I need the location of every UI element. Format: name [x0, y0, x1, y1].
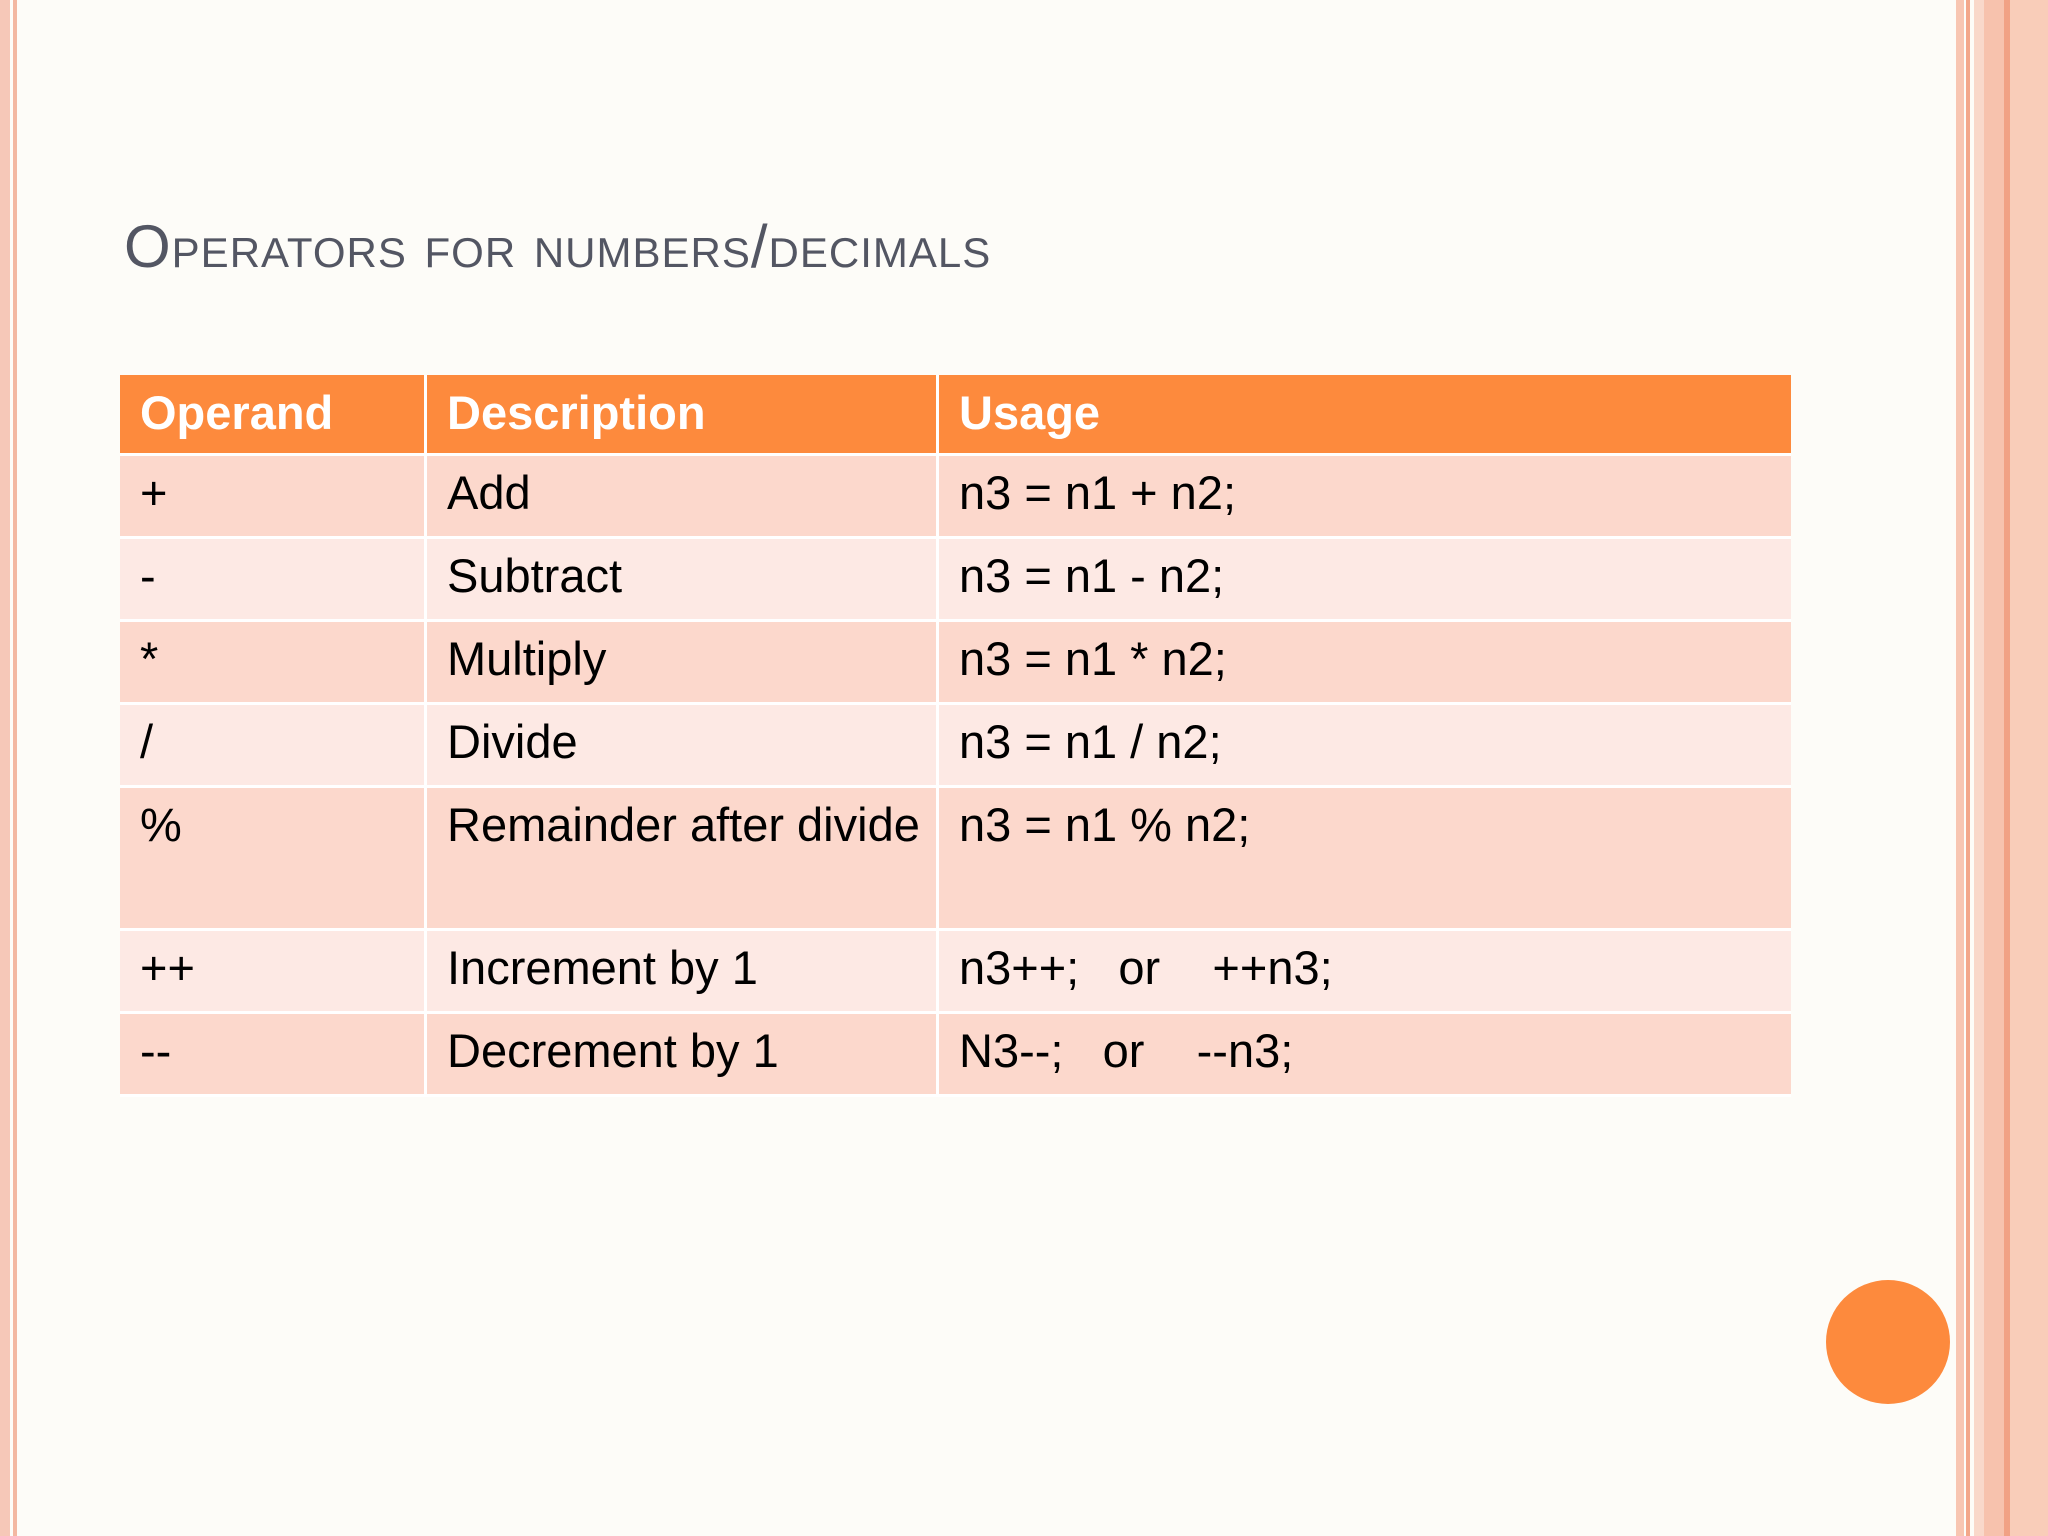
right-border-stripe	[1966, 0, 1970, 1536]
right-border-stripe	[2010, 0, 2048, 1536]
right-border-stripe	[1974, 0, 1984, 1536]
table-row	[120, 622, 1791, 705]
table-row	[120, 539, 1791, 622]
description-cell: Add	[427, 456, 939, 539]
usage-cell: n3 = n1 % n2;	[939, 788, 1791, 931]
right-border-stripe	[1956, 0, 1964, 1536]
usage-cell: n3++; or ++n3;	[939, 931, 1791, 1014]
table-row	[120, 705, 1791, 788]
description-cell: Subtract	[427, 539, 939, 622]
operand-cell: /	[120, 705, 427, 788]
table-row	[120, 931, 1791, 1014]
right-border-stripe	[1984, 0, 2004, 1536]
usage-cell: n3 = n1 / n2;	[939, 705, 1791, 788]
operators-table	[120, 375, 1791, 1097]
description-cell: Remainder after divide	[427, 788, 939, 931]
operand-cell: ++	[120, 931, 427, 1014]
slide-title: Operators for numbers/decimals	[124, 213, 992, 280]
left-border-stripe-thin	[13, 0, 17, 1536]
left-border-stripe	[0, 0, 10, 1536]
usage-cell: n3 = n1 + n2;	[939, 456, 1791, 539]
table-row	[120, 456, 1791, 539]
description-cell: Increment by 1	[427, 931, 939, 1014]
column-header-operand: Operand	[120, 375, 427, 456]
operand-cell: *	[120, 622, 427, 705]
usage-cell: n3 = n1 * n2;	[939, 622, 1791, 705]
description-cell: Divide	[427, 705, 939, 788]
operand-cell: --	[120, 1014, 427, 1097]
column-header-usage: Usage	[939, 375, 1791, 456]
column-header-description: Description	[427, 375, 939, 456]
operand-cell: %	[120, 788, 427, 931]
usage-cell: N3--; or --n3;	[939, 1014, 1791, 1097]
decorative-circle	[1826, 1280, 1950, 1404]
description-cell: Multiply	[427, 622, 939, 705]
table-row	[120, 1014, 1791, 1097]
operand-cell: +	[120, 456, 427, 539]
usage-cell: n3 = n1 - n2;	[939, 539, 1791, 622]
description-cell: Decrement by 1	[427, 1014, 939, 1097]
operand-cell: -	[120, 539, 427, 622]
table-header-row	[120, 375, 1791, 456]
table-row	[120, 788, 1791, 931]
